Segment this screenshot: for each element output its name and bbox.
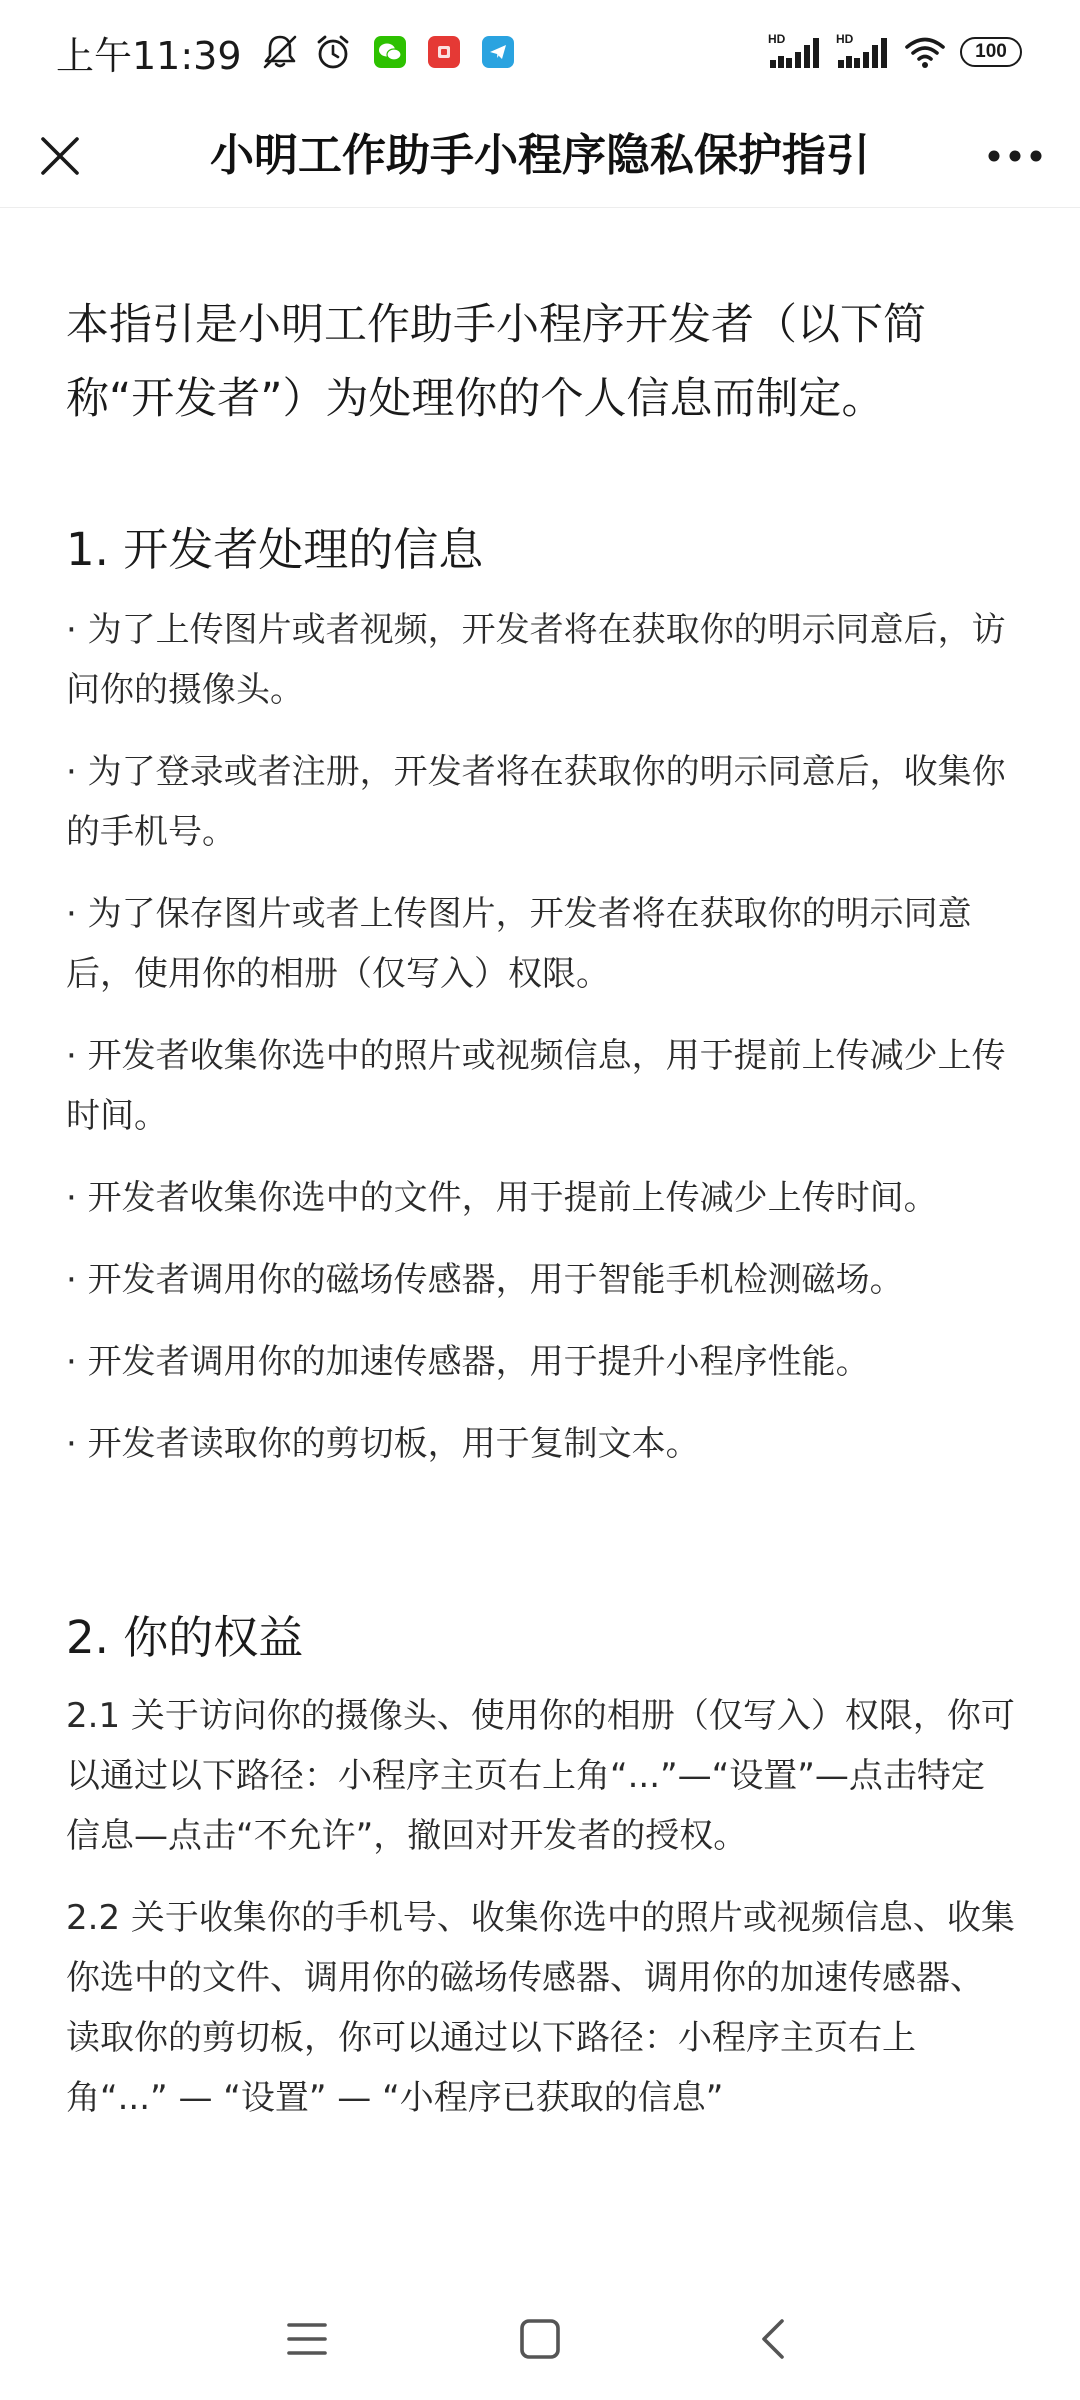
nav-bar [0, 104, 1080, 208]
home-button[interactable] [505, 2304, 575, 2374]
telegram-icon [482, 36, 514, 68]
page-title: 小明工作助手小程序隐私保护指引 [210, 130, 870, 181]
alarm-icon [314, 33, 352, 71]
list-item: · 为了上传图片或者视频，开发者将在获取你的明示同意后，访问你的摄像头。 [66, 610, 1006, 710]
list-item: · 开发者调用你的磁场传感器，用于智能手机检测磁场。 [66, 1260, 904, 1300]
home-icon [519, 2318, 561, 2360]
hd-label: HD [768, 32, 786, 46]
list-item: · 为了保存图片或者上传图片，开发者将在获取你的明示同意后，使用你的相册（仅写入）权限。 [66, 894, 972, 994]
status-left [56, 25, 514, 80]
back-icon [758, 2317, 788, 2361]
menu-icon [285, 2321, 329, 2357]
mute-icon [260, 33, 300, 71]
battery-icon [960, 37, 1022, 67]
privacy-content [66, 288, 1016, 2128]
more-icon [987, 149, 1043, 163]
status-right [768, 34, 1022, 70]
more-button[interactable] [980, 126, 1050, 186]
wechat-icon [374, 36, 406, 68]
close-icon [39, 135, 81, 177]
status-time: 上午11:39 [56, 33, 242, 78]
list-item: 2.2 关于收集你的手机号、收集你选中的照片或视频信息、收集你选中的文件、调用你的磁场传感器、调用你的加速传感器、读取你的剪切板，你可以通过以下路径：小程序主页右上角“...” — “设置” — “小程序已获取的信息” [66, 1898, 1015, 2118]
list-item: · 开发者调用你的加速传感器，用于提升小程序性能。 [66, 1342, 870, 1382]
wifi-icon [904, 35, 946, 69]
system-nav-bar [0, 2282, 1080, 2400]
list-item: · 开发者收集你选中的照片或视频信息，用于提前上传减少上传时间。 [66, 1036, 1006, 1136]
red-packet-icon [428, 36, 460, 68]
list-item: · 开发者读取你的剪切板，用于复制文本。 [66, 1424, 700, 1464]
rights-list [66, 1686, 1016, 2128]
list-item: · 为了登录或者注册，开发者将在获取你的明示同意后，收集你的手机号。 [66, 752, 1006, 852]
signal-icon [836, 34, 890, 70]
section-title: 1. 开发者处理的信息 [66, 523, 484, 576]
list-item: 2.1 关于访问你的摄像头、使用你的相册（仅写入）权限，你可以通过以下路径：小程序主页右上角“...”—“设置”—点击特定信息—点击“不允许”，撤回对开发者的授权。 [66, 1696, 1015, 1856]
info-list [66, 600, 1016, 1474]
back-button[interactable] [738, 2304, 808, 2374]
battery-level: 100 [975, 41, 1007, 62]
section-title: 2. 你的权益 [66, 1611, 304, 1664]
status-bar [0, 0, 1080, 104]
intro-text: 本指引是小明工作助手小程序开发者（以下简称“开发者”）为处理你的个人信息而制定。 [66, 300, 926, 424]
list-item: · 开发者收集你选中的文件，用于提前上传减少上传时间。 [66, 1178, 938, 1218]
hd-label: HD [836, 32, 854, 46]
menu-button[interactable] [272, 2304, 342, 2374]
signal-icon [768, 34, 822, 70]
close-button[interactable] [30, 126, 90, 186]
